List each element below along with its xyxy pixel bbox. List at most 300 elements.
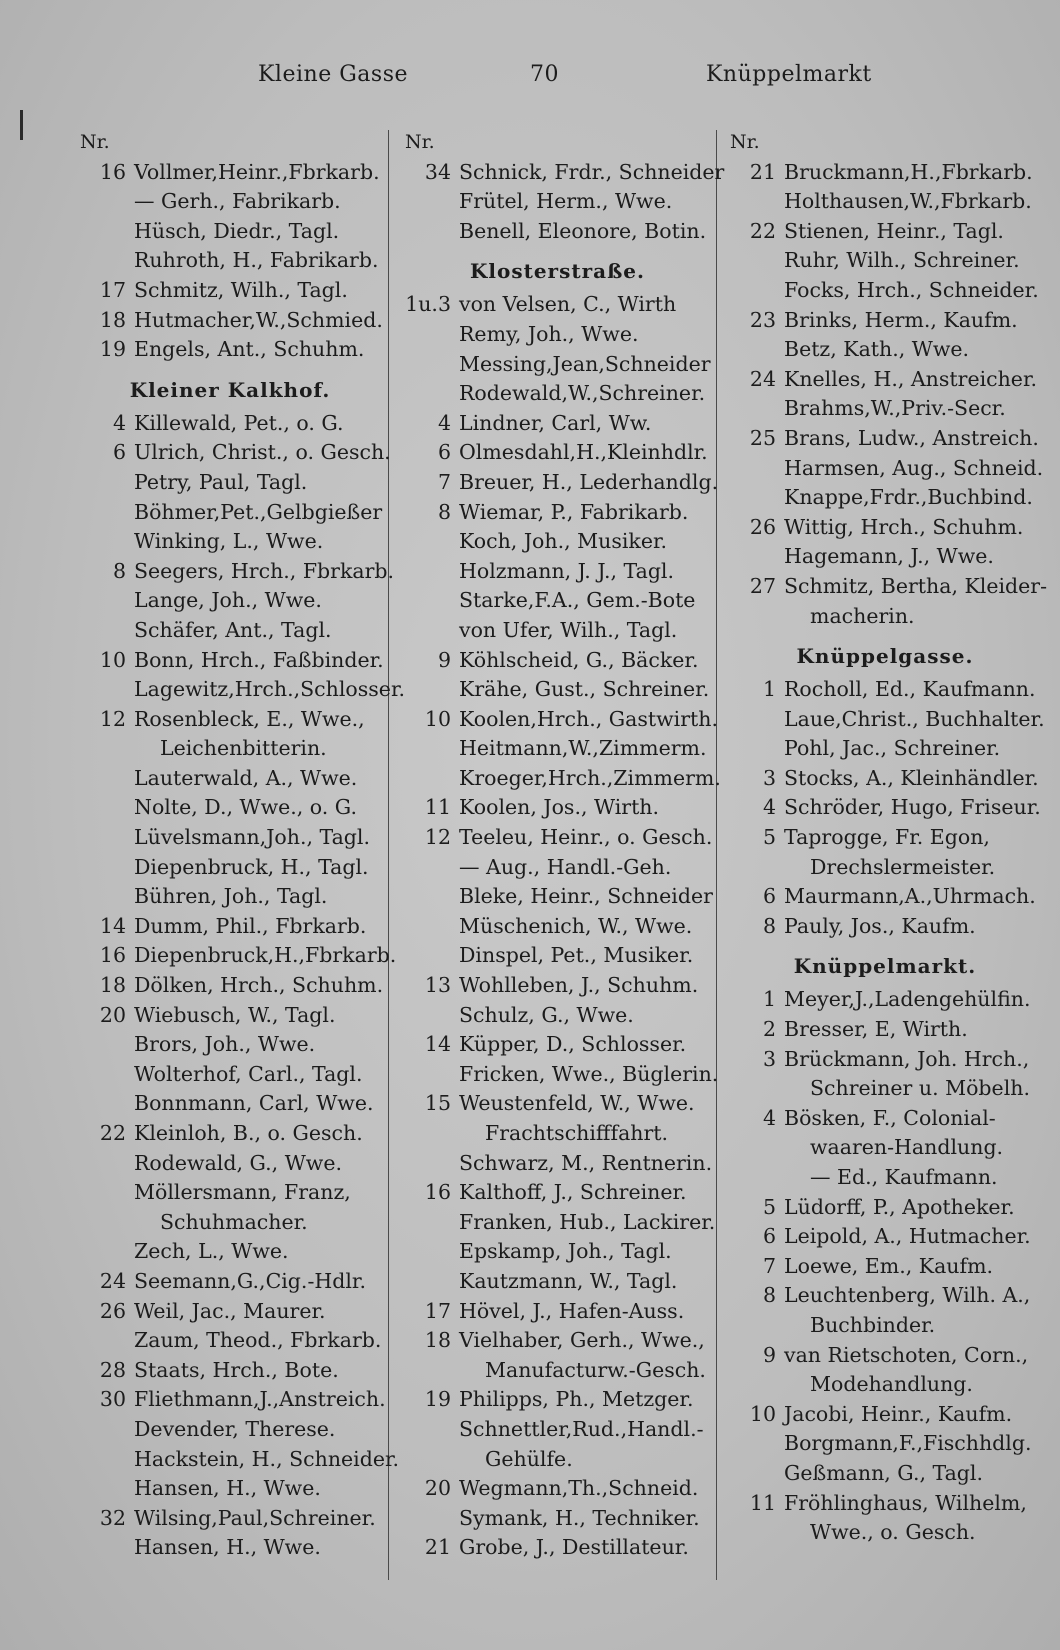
- house-number: 21: [749, 159, 776, 184]
- resident-text: Bresser, E, Wirth.: [784, 1017, 968, 1042]
- directory-entry: [730, 246, 1040, 276]
- resident-text: Diepenbruck, H., Tagl.: [134, 854, 369, 879]
- directory-entry: [80, 1445, 400, 1475]
- resident-text: Vielhaber, Gerh., Wwe.,: [459, 1328, 705, 1353]
- resident-text: waaren-Handlung.: [810, 1135, 1004, 1160]
- directory-entry: [80, 793, 380, 823]
- entry-continuation: [730, 1518, 1040, 1548]
- directory-entry: [80, 823, 380, 853]
- house-number: 14: [99, 913, 126, 938]
- directory-entry: [730, 424, 1040, 454]
- house-number: 20: [424, 1476, 451, 1501]
- resident-text: Teeleu, Heinr., o. Gesch.: [459, 825, 713, 850]
- directory-entry: [405, 823, 713, 853]
- resident-text: Zaum, Theod., Fbrkarb.: [134, 1328, 382, 1353]
- house-number: 8: [762, 913, 776, 938]
- resident-text: Hansen, H., Wwe.: [134, 1535, 321, 1560]
- resident-text: Brors, Joh., Wwe.: [134, 1032, 316, 1057]
- directory-entry: [80, 882, 380, 912]
- resident-text: Holthausen,W.,Fbrkarb.: [784, 189, 1032, 214]
- directory-entry: [405, 1208, 716, 1238]
- directory-entry: [405, 971, 710, 1001]
- directory-entry: [80, 468, 380, 498]
- resident-text: Pohl, Jac., Schreiner.: [784, 736, 1001, 761]
- house-number: 7: [762, 1253, 776, 1278]
- house-number: 26: [99, 1298, 126, 1323]
- directory-entry: [405, 764, 721, 794]
- resident-text: Lagewitz,Hrch.,Schlosser.: [134, 677, 406, 702]
- directory-entry: [730, 705, 1045, 735]
- directory-entry: [405, 557, 710, 587]
- house-number: 22: [749, 218, 776, 243]
- entry-continuation: [80, 1208, 380, 1238]
- resident-text: Brahms,W.,Priv.-Secr.: [784, 396, 1006, 421]
- directory-entry: [80, 586, 380, 616]
- house-number: 3: [762, 1046, 776, 1071]
- header-left-street: Kleine Gasse: [258, 62, 408, 87]
- directory-entry: [730, 675, 1040, 705]
- directory-entry: [80, 971, 384, 1001]
- resident-text: Drechslermeister.: [810, 854, 996, 879]
- house-number: 6: [112, 440, 126, 465]
- entry-continuation: [730, 1370, 1040, 1400]
- column-divider: [388, 130, 389, 1580]
- resident-text: Grobe, J., Destillateur.: [459, 1535, 689, 1560]
- resident-text: — Aug., Handl.-Geh.: [459, 854, 672, 879]
- directory-entry: [80, 1119, 380, 1149]
- directory-entry: [80, 675, 406, 705]
- directory-entry: [80, 1356, 380, 1386]
- resident-text: macherin.: [810, 603, 915, 628]
- directory-entry: [730, 306, 1040, 336]
- resident-text: Seemann,G.,Cig.-Hdlr.: [134, 1268, 366, 1293]
- directory-entry: [730, 1222, 1040, 1252]
- house-number: 32: [99, 1505, 126, 1530]
- house-number: 18: [99, 973, 126, 998]
- directory-entry: [80, 335, 380, 365]
- directory-entry: [405, 158, 725, 188]
- house-number: 17: [99, 277, 126, 302]
- resident-text: Wohlleben, J., Schuhm.: [459, 973, 699, 998]
- directory-entry: [80, 246, 380, 276]
- resident-text: Hagemann, J., Wwe.: [784, 544, 994, 569]
- house-number: 21: [424, 1535, 451, 1560]
- directory-entry: [80, 764, 380, 794]
- resident-text: Schulz, G., Wwe.: [459, 1002, 634, 1027]
- directory-entry: [730, 542, 1040, 572]
- resident-text: Manufacturw.-Gesch.: [485, 1357, 706, 1382]
- resident-text: Lüvelsmann,Joh., Tagl.: [134, 825, 371, 850]
- resident-text: Wiemar, P., Fabrikarb.: [459, 499, 689, 524]
- resident-text: Ruhr, Wilh., Schreiner.: [784, 248, 1020, 273]
- resident-text: Killewald, Pet., o. G.: [134, 410, 344, 435]
- directory-entry: [730, 1489, 1040, 1519]
- street-heading: Knüppelgasse.: [796, 644, 974, 669]
- resident-text: Meyer,J.,Ladengehülfin.: [784, 987, 1031, 1012]
- house-number: 19: [424, 1387, 451, 1412]
- directory-entry: [730, 1341, 1040, 1371]
- directory-entry: [80, 1237, 380, 1267]
- directory-entry: [80, 1267, 380, 1297]
- column-1: [80, 128, 406, 1563]
- resident-text: Dumm, Phil., Fbrkarb.: [134, 913, 367, 938]
- resident-text: Breuer, H., Lederhandlg.: [459, 469, 719, 494]
- directory-entry: [405, 646, 710, 676]
- street-heading: Knüppelmarkt.: [793, 954, 977, 979]
- resident-text: Schuhmacher.: [160, 1209, 308, 1234]
- directory-entry: [80, 217, 380, 247]
- house-number: 7: [437, 469, 451, 494]
- directory-entry: [730, 1045, 1040, 1075]
- resident-text: Holzmann, J. J., Tagl.: [459, 558, 675, 583]
- resident-text: Koolen,Hrch., Gastwirth.: [459, 706, 718, 731]
- resident-text: van Rietschoten, Corn.,: [784, 1342, 1029, 1367]
- entry-continuation: [730, 1163, 1040, 1193]
- directory-entry: [80, 705, 380, 735]
- resident-text: Fricken, Wwe., Büglerin.: [459, 1061, 719, 1086]
- directory-entry: [80, 616, 380, 646]
- directory-entry: [80, 1297, 380, 1327]
- directory-entry: [405, 1267, 710, 1297]
- number-column-label: Nr.: [80, 131, 110, 153]
- resident-text: Kautzmann, W., Tagl.: [459, 1268, 678, 1293]
- directory-entry: [730, 365, 1040, 395]
- directory-entry: [405, 853, 710, 883]
- house-number: 8: [437, 499, 451, 524]
- directory-entry: [405, 498, 710, 528]
- directory-entry: [730, 335, 1040, 365]
- resident-text: Dinspel, Pet., Musiker.: [459, 943, 694, 968]
- directory-entry: [405, 1178, 710, 1208]
- house-number: 25: [749, 425, 776, 450]
- directory-entry: [80, 557, 395, 587]
- directory-entry: [80, 1149, 380, 1179]
- number-column-label: Nr.: [730, 131, 760, 153]
- directory-entry: [80, 646, 384, 676]
- directory-entry: [730, 1015, 1040, 1045]
- header-right-street: Knüppelmarkt: [706, 62, 872, 87]
- house-number: 18: [424, 1328, 451, 1353]
- house-number: 18: [99, 307, 126, 332]
- resident-text: Betz, Kath., Wwe.: [784, 337, 970, 362]
- resident-text: Wegmann,Th.,Schneid.: [459, 1476, 699, 1501]
- resident-text: Dölken, Hrch., Schuhm.: [134, 973, 384, 998]
- resident-text: Schmitz, Bertha, Kleider-: [784, 573, 1048, 598]
- house-number: 24: [749, 366, 776, 391]
- directory-entry: [730, 882, 1040, 912]
- resident-text: Knappe,Frdr.,Buchbind.: [784, 485, 1033, 510]
- resident-text: Hackstein, H., Schneider.: [134, 1446, 400, 1471]
- house-number: 17: [424, 1298, 451, 1323]
- directory-entry: [80, 306, 383, 336]
- directory-entry: [405, 793, 710, 823]
- entry-continuation: [80, 734, 380, 764]
- directory-entry: [80, 1533, 380, 1563]
- directory-entry: [405, 705, 718, 735]
- directory-entry: [405, 1385, 710, 1415]
- resident-text: Schnettler,Rud.,Handl.-: [459, 1416, 704, 1441]
- directory-entry: [730, 1400, 1040, 1430]
- directory-entry: [80, 527, 380, 557]
- directory-entry: [730, 985, 1040, 1015]
- resident-text: Wittig, Hrch., Schuhm.: [784, 514, 1024, 539]
- resident-text: von Velsen, C., Wirth: [459, 292, 677, 317]
- directory-entry: [730, 734, 1040, 764]
- directory-entry: [80, 438, 391, 468]
- house-number: 11: [749, 1490, 776, 1515]
- resident-text: Messing,Jean,Schneider: [459, 351, 711, 376]
- resident-text: Bühren, Joh., Tagl.: [134, 884, 328, 909]
- directory-entry: [405, 1474, 710, 1504]
- resident-text: Fröhlinghaus, Wilhelm,: [784, 1490, 1027, 1515]
- entry-continuation: [730, 602, 1040, 632]
- resident-text: Pauly, Jos., Kaufm.: [784, 913, 976, 938]
- directory-entry: [405, 1237, 710, 1267]
- directory-entry: [730, 1252, 1040, 1282]
- resident-text: Benell, Eleonore, Botin.: [459, 218, 707, 243]
- directory-entry: [730, 1281, 1040, 1311]
- resident-text: — Gerh., Fabrikarb.: [134, 189, 341, 214]
- directory-entry: [405, 1504, 710, 1534]
- directory-entry: [405, 409, 710, 439]
- resident-text: Weustenfeld, W., Wwe.: [459, 1091, 695, 1116]
- resident-text: Kroeger,Hrch.,Zimmerm.: [459, 765, 721, 790]
- directory-entry: [405, 1415, 710, 1445]
- house-number: 5: [762, 1194, 776, 1219]
- entry-continuation: [730, 853, 1040, 883]
- resident-text: Brans, Ludw., Anstreich.: [784, 425, 1039, 450]
- house-number: 26: [749, 514, 776, 539]
- resident-text: Bonn, Hrch., Faßbinder.: [134, 647, 384, 672]
- resident-text: Modehandlung.: [810, 1372, 973, 1397]
- resident-text: Wilsing,Paul,Schreiner.: [134, 1505, 376, 1530]
- directory-entry: [730, 572, 1048, 602]
- directory-entry: [80, 1474, 380, 1504]
- margin-mark: [20, 110, 23, 140]
- resident-text: Lange, Joh., Wwe.: [134, 588, 322, 613]
- house-number: 2: [762, 1017, 776, 1042]
- house-number: 10: [749, 1401, 776, 1426]
- directory-entry: [405, 290, 710, 320]
- resident-text: Ruhroth, H., Fabrikarb.: [134, 248, 379, 273]
- directory-entry: [730, 187, 1040, 217]
- entry-continuation: [405, 1356, 710, 1386]
- resident-text: Gehülfe.: [485, 1446, 573, 1471]
- resident-text: Schnick, Frdr., Schneider: [459, 159, 725, 184]
- resident-text: Harmsen, Aug., Schneid.: [784, 455, 1044, 480]
- resident-text: Winking, L., Wwe.: [134, 529, 324, 554]
- resident-text: Remy, Joh., Wwe.: [459, 321, 639, 346]
- resident-text: Lauterwald, A., Wwe.: [134, 765, 358, 790]
- resident-text: Wolterhof, Carl., Tagl.: [134, 1061, 363, 1086]
- house-number: 16: [99, 943, 126, 968]
- resident-text: Kalthoff, J., Schreiner.: [459, 1180, 687, 1205]
- directory-entry: [405, 616, 710, 646]
- house-number: 12: [424, 825, 451, 850]
- resident-text: Zech, L., Wwe.: [134, 1239, 289, 1264]
- directory-entry: [405, 1030, 710, 1060]
- resident-text: Brückmann, Joh. Hrch.,: [784, 1046, 1030, 1071]
- house-number: 27: [749, 573, 776, 598]
- directory-entry: [80, 1030, 380, 1060]
- resident-text: Wwe., o. Gesch.: [810, 1520, 976, 1545]
- house-number: 10: [424, 706, 451, 731]
- resident-text: Leuchtenberg, Wilh. A.,: [784, 1283, 1031, 1308]
- house-number: 9: [762, 1342, 776, 1367]
- house-number: 15: [424, 1091, 451, 1116]
- resident-text: Philipps, Ph., Metzger.: [459, 1387, 694, 1412]
- resident-text: Nolte, D., Wwe., o. G.: [134, 795, 357, 820]
- number-column-label: Nr.: [405, 131, 435, 153]
- house-number: 4: [762, 795, 776, 820]
- directory-entry: [80, 1089, 380, 1119]
- directory-entry: [405, 350, 710, 380]
- house-number: 6: [762, 1224, 776, 1249]
- directory-entry: [405, 1060, 719, 1090]
- entry-continuation: [405, 1445, 710, 1475]
- directory-entry: [730, 276, 1040, 306]
- directory-entry: [405, 1149, 713, 1179]
- entry-continuation: [405, 1119, 710, 1149]
- resident-text: Taprogge, Fr. Egon,: [784, 825, 990, 850]
- resident-text: Stienen, Heinr., Tagl.: [784, 218, 1004, 243]
- house-number: 8: [112, 558, 126, 583]
- resident-text: Epskamp, Joh., Tagl.: [459, 1239, 672, 1264]
- resident-text: Devender, Therese.: [134, 1416, 336, 1441]
- resident-text: Frachtschifffahrt.: [485, 1121, 669, 1145]
- directory-entry: [80, 1001, 380, 1031]
- directory-entry: [405, 1001, 710, 1031]
- directory-entry: [405, 1089, 710, 1119]
- directory-entry: [80, 1504, 380, 1534]
- directory-entry: [80, 276, 380, 306]
- resident-text: Bleke, Heinr., Schneider: [459, 884, 713, 909]
- house-number: 8: [762, 1283, 776, 1308]
- resident-text: Buchbinder.: [810, 1312, 936, 1337]
- column-divider: [716, 130, 717, 1580]
- house-number: 10: [99, 647, 126, 672]
- resident-text: Engels, Ant., Schuhm.: [134, 337, 365, 362]
- house-number: 5: [762, 825, 776, 850]
- house-number: 1: [762, 677, 776, 702]
- house-number: 24: [99, 1268, 126, 1293]
- resident-text: Koch, Joh., Musiker.: [459, 529, 668, 554]
- resident-text: Schäfer, Ant., Tagl.: [134, 617, 332, 642]
- resident-text: Bruckmann,H.,Fbrkarb.: [784, 159, 1033, 184]
- directory-entry: [730, 394, 1040, 424]
- directory-entry: [730, 823, 1040, 853]
- resident-text: Staats, Hrch., Bote.: [134, 1357, 339, 1382]
- resident-text: Schröder, Hugo, Friseur.: [784, 795, 1041, 820]
- resident-text: Krähe, Gust., Schreiner.: [459, 677, 710, 702]
- resident-text: Hövel, J., Hafen-Auss.: [459, 1298, 685, 1323]
- house-number: 11: [424, 795, 451, 820]
- house-number: 12: [99, 706, 126, 731]
- resident-text: Weil, Jac., Maurer.: [134, 1298, 326, 1323]
- resident-text: Seegers, Hrch., Fbrkarb.: [134, 558, 395, 583]
- resident-text: Schwarz, M., Rentnerin.: [459, 1150, 713, 1175]
- resident-text: Franken, Hub., Lackirer.: [459, 1209, 716, 1234]
- house-number: 9: [437, 647, 451, 672]
- resident-text: Müschenich, W., Wwe.: [459, 913, 693, 938]
- entry-continuation: [730, 1311, 1040, 1341]
- house-number: 16: [424, 1180, 451, 1205]
- house-number: 22: [99, 1121, 126, 1145]
- directory-entry: [80, 1385, 386, 1415]
- house-number: 20: [99, 1002, 126, 1027]
- directory-entry: [405, 1297, 710, 1327]
- resident-text: Koolen, Jos., Wirth.: [459, 795, 660, 820]
- directory-entry: [405, 217, 710, 247]
- resident-text: Hansen, H., Wwe.: [134, 1476, 321, 1501]
- resident-text: Küpper, D., Schlosser.: [459, 1032, 687, 1057]
- page-number: 70: [530, 62, 559, 87]
- directory-entry: [405, 586, 710, 616]
- column-2: [405, 128, 725, 1563]
- house-number: 30: [99, 1387, 126, 1412]
- resident-text: Vollmer,Heinr.,Fbrkarb.: [134, 159, 380, 184]
- resident-text: Borgmann,F.,Fischhdlg.: [784, 1431, 1032, 1456]
- resident-text: Petry, Paul, Tagl.: [134, 469, 308, 494]
- directory-entry: [730, 217, 1040, 247]
- directory-entry: [730, 454, 1044, 484]
- resident-text: Heitmann,W.,Zimmerm.: [459, 736, 707, 761]
- resident-text: Köhlscheid, G., Bäcker.: [459, 647, 699, 672]
- directory-entry: [730, 1193, 1040, 1223]
- house-number: 16: [99, 159, 126, 184]
- resident-text: Rosenbleck, E., Wwe.,: [134, 706, 365, 731]
- house-number: 6: [762, 884, 776, 909]
- resident-text: Fliethmann,J.,Anstreich.: [134, 1387, 386, 1412]
- resident-text: Symank, H., Techniker.: [459, 1505, 700, 1530]
- house-number: 6: [437, 440, 451, 465]
- resident-text: — Ed., Kaufmann.: [810, 1165, 998, 1189]
- house-number: 19: [99, 337, 126, 362]
- directory-entry: [405, 320, 710, 350]
- street-heading: Klosterstraße.: [470, 259, 645, 284]
- resident-text: Böhmer,Pet.,Gelbgießer: [134, 499, 383, 524]
- house-number: 3: [762, 765, 776, 790]
- resident-text: Loewe, Em., Kaufm.: [784, 1253, 994, 1278]
- resident-text: Bonnmann, Carl, Wwe.: [134, 1091, 374, 1116]
- entry-continuation: [730, 1074, 1040, 1104]
- directory-entry: [80, 187, 380, 217]
- entry-continuation: [730, 1133, 1040, 1163]
- house-number: 4: [762, 1105, 776, 1130]
- directory-entry: [405, 379, 710, 409]
- resident-text: Leichenbitterin.: [160, 736, 327, 761]
- directory-entry: [80, 1326, 380, 1356]
- resident-text: Jacobi, Heinr., Kaufm.: [784, 1401, 1013, 1426]
- house-number: 14: [424, 1032, 451, 1057]
- resident-text: von Ufer, Wilh., Tagl.: [459, 617, 678, 642]
- directory-entry: [730, 793, 1040, 823]
- resident-text: Olmesdahl,H.,Kleinhdlr.: [459, 440, 708, 465]
- resident-text: Geßmann, G., Tagl.: [784, 1460, 983, 1485]
- page-header: [0, 62, 1060, 102]
- directory-entry: [730, 1459, 1040, 1489]
- resident-text: Hüsch, Diedr., Tagl.: [134, 218, 340, 243]
- resident-text: Rodewald,W.,Schreiner.: [459, 381, 706, 406]
- resident-text: Stocks, A., Kleinhändler.: [784, 765, 1039, 790]
- directory-entry: [80, 1415, 380, 1445]
- resident-text: Laue,Christ., Buchhalter.: [784, 706, 1045, 731]
- resident-text: Schmitz, Wilh., Tagl.: [134, 277, 348, 302]
- house-number: 13: [424, 973, 451, 998]
- house-number: 1: [762, 987, 776, 1012]
- column-3: [730, 128, 1048, 1548]
- house-number: 28: [99, 1357, 126, 1382]
